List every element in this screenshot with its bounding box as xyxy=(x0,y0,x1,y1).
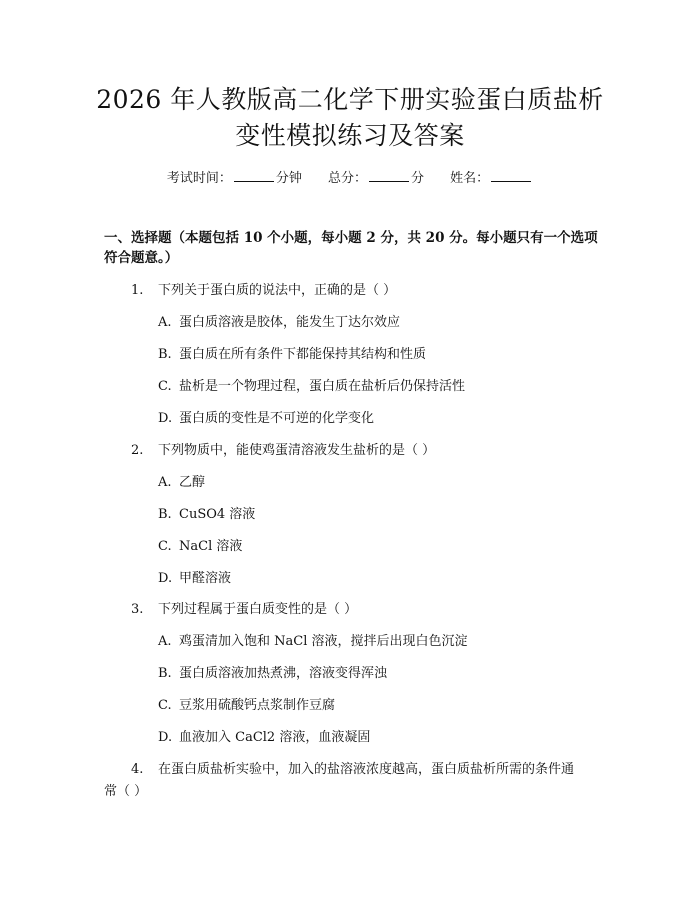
question-1-option-a xyxy=(158,314,400,332)
option-text: 血液加入 CaCl2 溶液，血液凝固 xyxy=(179,730,371,745)
name-blank xyxy=(491,169,531,182)
option-text: 蛋白质溶液加热煮沸，溶液变得浑浊 xyxy=(179,666,388,681)
section-heading-line-2: 符合题意。） xyxy=(104,250,179,266)
option-letter: D. xyxy=(158,571,173,586)
section-heading xyxy=(104,228,604,268)
question-3 xyxy=(131,601,357,619)
option-letter: C. xyxy=(158,539,172,554)
question-number: 1. xyxy=(131,283,144,298)
option-letter: A. xyxy=(158,475,172,490)
total-score-field xyxy=(328,169,424,188)
question-2-option-b xyxy=(158,506,255,524)
option-text: 乙醇 xyxy=(179,475,206,490)
question-2-option-a xyxy=(158,474,205,492)
question-text-line-1: 在蛋白质盐析实验中，加入的盐溶液浓度越高，蛋白质盐析所需的条件通 xyxy=(158,762,575,777)
option-text: CuSO4 溶液 xyxy=(179,507,256,522)
option-letter: C. xyxy=(158,379,172,394)
name-field xyxy=(450,169,533,188)
question-number: 3. xyxy=(131,602,144,617)
question-2 xyxy=(131,442,435,460)
question-number: 2. xyxy=(131,443,144,458)
question-1 xyxy=(131,282,396,300)
question-3-option-d xyxy=(158,729,370,747)
total-score-unit: 分 xyxy=(411,171,425,186)
option-letter: D. xyxy=(158,730,173,745)
question-2-option-c xyxy=(158,538,242,556)
doc-title-line-1: 2026 年人教版高二化学下册实验蛋白质盐析 xyxy=(96,85,604,114)
option-letter: B. xyxy=(158,666,172,681)
option-text: 甲醛溶液 xyxy=(179,571,232,586)
question-text-line-2: 常（ ） xyxy=(104,784,148,799)
question-text: 下列关于蛋白质的说法中，正确的是（ ） xyxy=(158,283,397,298)
doc-title-line-2: 变性模拟练习及答案 xyxy=(235,121,465,150)
option-text: 盐析是一个物理过程，蛋白质在盐析后仍保持活性 xyxy=(179,379,466,394)
question-number: 4. xyxy=(131,762,144,777)
option-text: 蛋白质的变性是不可逆的化学变化 xyxy=(179,411,375,426)
option-text: 蛋白质在所有条件下都能保持其结构和性质 xyxy=(179,347,427,362)
option-text: 蛋白质溶液是胶体，能发生丁达尔效应 xyxy=(179,315,401,330)
option-letter: A. xyxy=(158,315,172,330)
question-2-option-d xyxy=(158,570,231,588)
total-score-blank xyxy=(369,169,409,182)
question-3-option-b xyxy=(158,665,387,683)
option-letter: A. xyxy=(158,634,172,649)
question-3-option-c xyxy=(158,697,335,715)
exam-time-field xyxy=(167,169,302,188)
exam-time-unit: 分钟 xyxy=(275,171,302,186)
exam-time-label: 考试时间： xyxy=(166,171,232,186)
question-text: 下列过程属于蛋白质变性的是（ ） xyxy=(158,602,358,617)
exam-time-blank xyxy=(234,169,274,182)
exam-meta xyxy=(0,169,700,188)
question-1-option-b xyxy=(158,346,426,364)
option-letter: B. xyxy=(158,507,172,522)
question-4 xyxy=(104,759,611,803)
question-1-option-d xyxy=(158,410,374,428)
section-heading-line-1: 一、选择题（本题包括 10 个小题，每小题 2 分，共 20 分。每小题只有一个选项 xyxy=(104,230,598,246)
option-text: 鸡蛋清加入饱和 NaCl 溶液，搅拌后出现白色沉淀 xyxy=(179,634,468,649)
question-3-option-a xyxy=(158,633,468,651)
name-label: 姓名： xyxy=(450,171,490,186)
option-letter: C. xyxy=(158,698,172,713)
question-text: 下列物质中，能使鸡蛋清溶液发生盐析的是（ ） xyxy=(158,443,436,458)
option-text: NaCl 溶液 xyxy=(179,539,243,554)
question-1-option-c xyxy=(158,378,465,396)
option-letter: B. xyxy=(158,347,172,362)
total-score-label: 总分： xyxy=(327,171,367,186)
option-letter: D. xyxy=(158,411,173,426)
option-text: 豆浆用硫酸钙点浆制作豆腐 xyxy=(179,698,336,713)
